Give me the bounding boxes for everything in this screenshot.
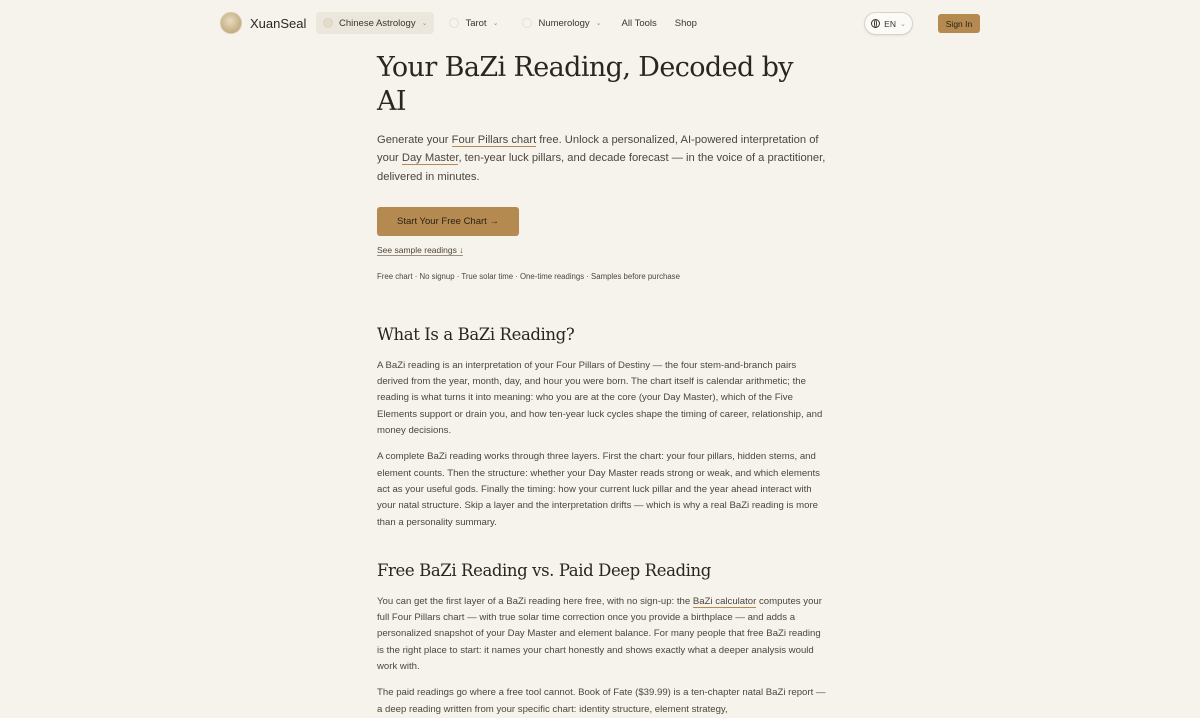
seal-logo-icon — [220, 12, 242, 34]
main-content — [377, 48, 827, 718]
section-paragraph: A BaZi reading is an interpretation of your Four Pillars of Destiny — the four stem-and-branch pairs derived from the year, month, day, and hour you were born. The chart itself is calendar arithmetic; the reading is what turns it into meaning: who you are at the core (your Day Master), which of the Five Elements support or drain you, and how ten-year luck cycles shape the timing of career, relationship, and money decisions. — [377, 359, 823, 437]
start-free-chart-button[interactable]: Start Your Free Chart → — [377, 207, 519, 236]
nav-item-chinese-astrology[interactable] — [316, 12, 434, 34]
globe-icon — [871, 19, 880, 28]
nav-item-label: Numerology — [538, 17, 590, 29]
see-sample-readings-link[interactable]: See sample readings ↓ — [377, 244, 464, 255]
brand[interactable] — [220, 12, 306, 34]
bazi-calculator-link[interactable]: BaZi calculator — [692, 595, 757, 607]
feature-summary: Free chart · No signup · True solar time · One-time readings · Samples before purchase — [377, 271, 680, 281]
top-navigation-bar — [0, 0, 1200, 48]
hero-lead — [377, 131, 827, 186]
sign-in-button[interactable]: Sign In — [938, 14, 980, 33]
numerology-icon — [522, 18, 532, 28]
brand-name: XuanSeal — [250, 15, 307, 31]
language-selector[interactable] — [864, 12, 913, 35]
day-master-link[interactable]: Day Master — [401, 152, 459, 165]
language-label: EN — [884, 18, 896, 29]
nav-item-shop[interactable] — [668, 12, 704, 34]
section-paragraph: A complete BaZi reading works through three layers. First the chart: your four pillars, hidden stems, and element counts. Then the structure: whether your Day Master reads strong or weak, and which elements act as your useful gods. Finally the timing: how your current luck pillar and the year ahead interact with your natal structure. Skip a layer and the interpretation drifts — which is why a real BaZi reading is more than a personality summary. — [377, 451, 820, 528]
section-heading-what-is-bazi: What Is a BaZi Reading? — [377, 324, 575, 344]
section-paragraph — [377, 594, 827, 675]
tarot-icon — [449, 18, 459, 28]
chevron-down-icon: ⌄ — [595, 20, 602, 27]
nav-item-label: Shop — [674, 17, 697, 29]
lead-text: free. Unlock a personalized, AI-powered interpretation of your — [377, 134, 819, 165]
nav-item-label: Chinese Astrology — [339, 17, 416, 29]
nav-item-label: Tarot — [465, 17, 487, 29]
nav-item-label: All Tools — [621, 17, 657, 29]
section-heading-free-vs-paid: Free BaZi Reading vs. Paid Deep Reading — [377, 560, 711, 580]
nav-item-numerology[interactable] — [515, 12, 608, 34]
nav-item-tarot[interactable] — [442, 12, 505, 34]
lead-text: , ten-year luck pillars, and decade forecast — in the voice of a practitioner, delivered in minutes. — [377, 152, 826, 183]
nav-item-all-tools[interactable] — [615, 12, 664, 34]
chevron-down-icon: ⌄ — [492, 20, 499, 27]
paragraph-text: You can get the first layer of a BaZi reading here free, with no sign-up: the — [377, 595, 693, 607]
chevron-down-icon: ⌄ — [421, 20, 428, 27]
section-paragraph: The paid readings go where a free tool cannot. Book of Fate ($39.99) is a ten-chapter natal BaZi report — a deep reading written from your specific chart: identity structure, element strategy, — [377, 687, 826, 715]
paragraph-text: computes your full Four Pillars chart — with true solar time correction once you provide a birthplace — and adds a personalized snapshot of your Day Master and element balance. For many people that free BaZi reading is the right place to start: it names your chart honestly and shows exactly what a deeper analysis would work with. — [377, 595, 822, 673]
chevron-down-icon: ⌄ — [899, 20, 906, 28]
four-pillars-chart-link[interactable]: Four Pillars chart — [451, 134, 537, 146]
page-title: Your BaZi Reading, Decoded by AI — [377, 52, 793, 117]
chinese-astrology-icon — [323, 18, 333, 28]
main-nav — [316, 12, 704, 34]
lead-text: Generate your — [377, 134, 452, 146]
